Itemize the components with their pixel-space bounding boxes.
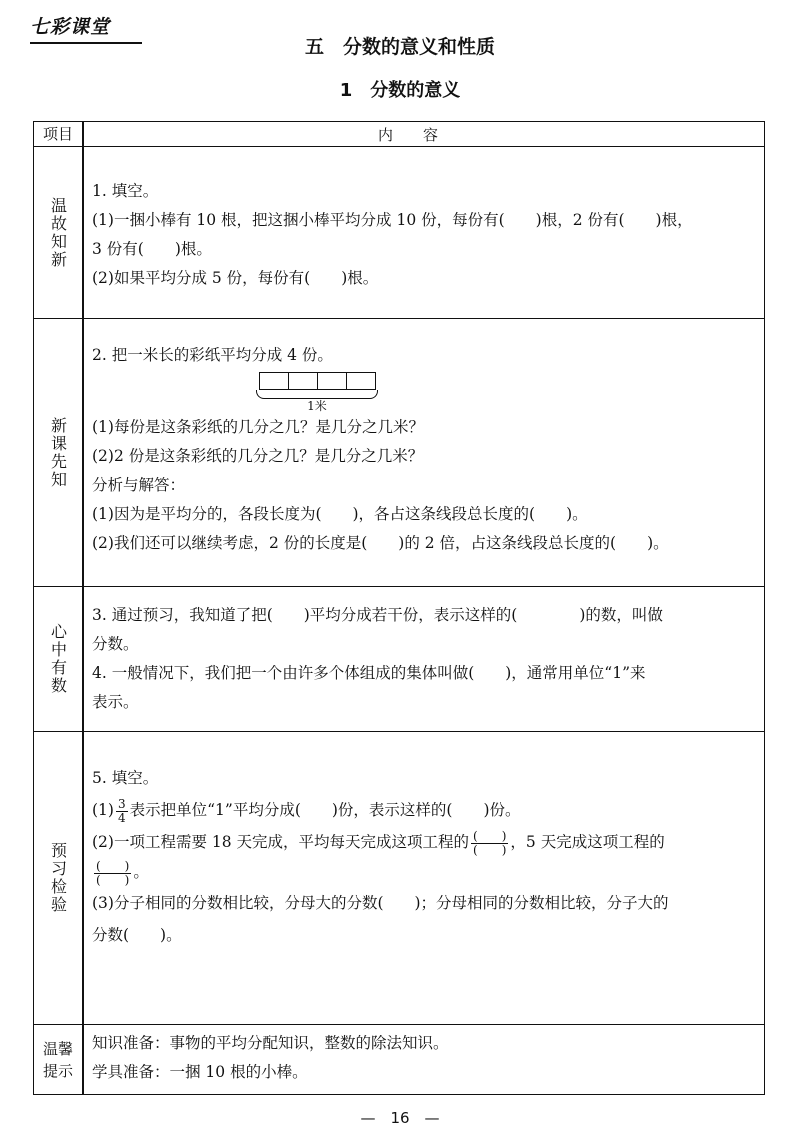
text-line: (3)分子相同的分数相比较，分母大的分数( )；分母相同的分数相比较，分子大的 xyxy=(92,893,669,912)
text-line: 分数( )。 xyxy=(92,925,182,944)
text-line: 3. 通过预习，我知道了把( )平均分成若干份，表示这样的( )的数，叫做 xyxy=(92,606,663,624)
text-line: (1) $\frac{3}{4}$ 表示把单位“1”平均分成( )份，表示这样的( )份。 xyxy=(92,796,521,825)
text-line: (1)因为是平均分的，各段长度为( )，各占这条线段总长度的( )。 xyxy=(92,505,588,523)
paper-strip xyxy=(259,372,376,390)
text-line: (1)每份是这条彩纸的几分之几？是几分之几米？ xyxy=(92,418,424,436)
column-header-project: 项目 xyxy=(42,125,73,143)
row-label-review: 温故知新 xyxy=(48,196,68,269)
row-label-check: 预习检验 xyxy=(48,842,68,914)
chapter-title: 五 分数的意义和性质 xyxy=(304,36,495,58)
paper-strip-diagram xyxy=(92,372,542,413)
text-line: 知识准备：事物的平均分配知识，整数的除法知识。 xyxy=(92,1034,449,1052)
row-content-tips xyxy=(92,1029,758,1087)
brand-logo: 七彩课堂 xyxy=(30,16,111,38)
text-line: 分析与解答： xyxy=(92,476,186,494)
text-line: (2)我们还可以继续考虑，2 份的长度是( )的 2 倍，占这条线段总长度的( )。 xyxy=(92,534,669,552)
text-line: 5. 填空。 xyxy=(92,769,159,787)
table-row-check xyxy=(34,732,764,1025)
text-line: 2. 把一米长的彩纸平均分成 4 份。 xyxy=(92,346,333,364)
row-label-understanding: 心中有数 xyxy=(48,623,68,695)
table-row-review xyxy=(34,147,764,319)
page-number: — 16 — xyxy=(360,1109,440,1127)
strip-length-label: 1米 xyxy=(307,399,327,413)
table-row-preview xyxy=(34,319,764,587)
text-line: (2)一项工程需要 18 天完成，平均每天完成这项工程的 $\frac{( )}{( )}$ ，5 天完成这项工程的 xyxy=(92,828,665,857)
row-content-check xyxy=(92,762,758,951)
row-label-preview: 新课先知 xyxy=(48,416,68,489)
strip-brace xyxy=(256,390,378,399)
text-line: 学具准备：一捆 10 根的小棒。 xyxy=(92,1063,308,1081)
text-line: 表示。 xyxy=(92,693,139,711)
text-line: 1. 填空。 xyxy=(92,182,159,200)
fraction-blank: $\frac{( )}{( )}$ xyxy=(473,828,507,857)
text-line: (1)一捆小棒有 10 根，把这捆小棒平均分成 10 份，每份有( )根，2 份有( )根， xyxy=(92,211,693,229)
row-label-tips: 温馨提示 xyxy=(42,1039,73,1080)
text-line: (2)2 份是这条彩纸的几分之几？是几分之几米？ xyxy=(92,447,424,465)
text-line: (2)如果平均分成 5 份，每份有( )根。 xyxy=(92,269,379,287)
section-title: 1 分数的意义 xyxy=(339,80,461,101)
worksheet-table xyxy=(33,121,765,1095)
text-line: 3 份有( )根。 xyxy=(92,240,212,258)
column-header-content: 内容 xyxy=(377,125,468,144)
text-line: 4. 一般情况下，我们把一个由许多个体组成的集体叫做( )，通常用单位“1”来 xyxy=(92,664,646,682)
table-row-tips xyxy=(34,1025,764,1094)
table-row-understanding xyxy=(34,587,764,732)
row-content-review xyxy=(92,177,758,293)
table-header-row xyxy=(34,122,764,147)
fraction-blank: $\frac{( )}{( )}$ xyxy=(96,858,130,887)
text-line: 分数。 xyxy=(92,635,139,653)
row-content-understanding xyxy=(92,601,758,717)
text-line: $\frac{( )}{( )}$ 。 xyxy=(96,858,149,887)
fraction-three-quarters: $\frac{3}{4}$ xyxy=(117,796,126,825)
row-content-preview xyxy=(92,341,758,558)
